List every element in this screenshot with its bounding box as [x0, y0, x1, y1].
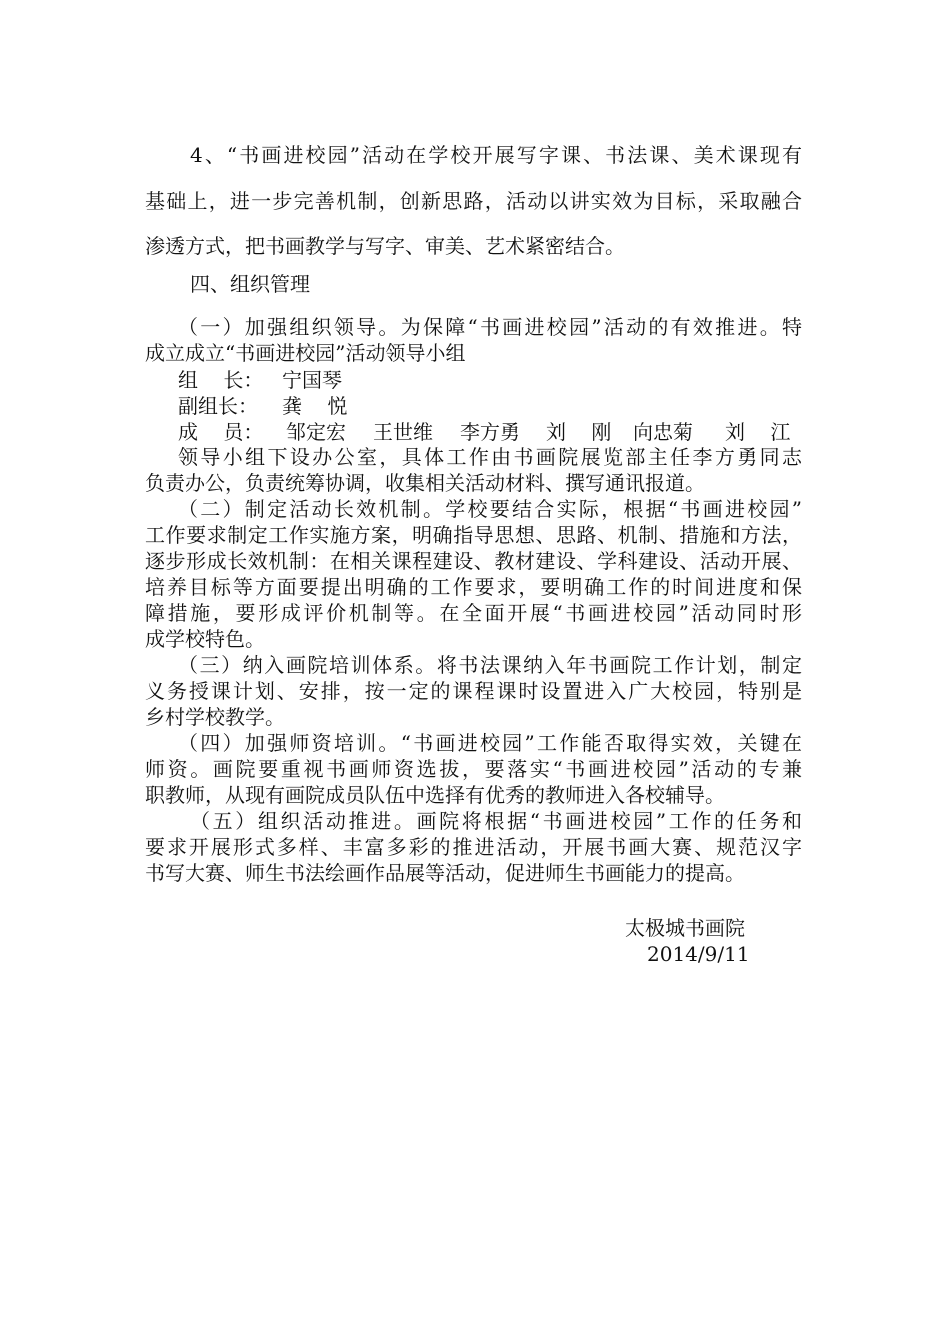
paragraph-4-line-2: 基础上，进一步完善机制，创新思路，活动以讲实效为目标，采取融合	[145, 189, 802, 213]
member-name: 李方勇	[460, 420, 520, 444]
sub1-line-2: 成立成立“书画进校园”活动领导小组	[145, 341, 466, 365]
sub4-line-1: （四）加强师资培训。“书画进校园”工作能否取得实效，关键在	[178, 731, 802, 755]
sub5-line-2: 要求开展形式多样、丰富多彩的推进活动，开展书画大赛、规范汉字	[145, 835, 802, 859]
paragraph-4-line-3: 渗透方式，把书画教学与写字、审美、艺术紧密结合。	[145, 234, 625, 258]
deputy-label: 副组长：	[178, 394, 258, 418]
member-name: 王世维	[373, 420, 433, 444]
member-name: 刘 江	[725, 420, 791, 444]
sub4-line-2: 师资。画院要重视书画师资选拔，要落实“书画进校园”活动的专兼	[145, 757, 802, 781]
sub5-line-1: （五）组织活动推进。画院将根据“书画进校园”工作的任务和	[190, 809, 802, 833]
member-name: 刘 刚	[546, 420, 612, 444]
sub3-line-2: 义务授课计划、安排，按一定的课程课时设置进入广大校园，特别是	[145, 679, 802, 703]
signature-org: 太极城书画院	[625, 916, 745, 940]
sub1-line-1: （一）加强组织领导。为保障“书画进校园”活动的有效推进。特	[178, 315, 802, 339]
paragraph-4-line-1: 4、“书画进校园”活动在学校开展写字课、书法课、美术课现有	[190, 143, 802, 167]
sub2-line-5: 障措施，要形成评价机制等。在全面开展“书画进校园”活动同时形	[145, 601, 802, 625]
office-line-2: 负责办公，负责统筹协调，收集相关活动材料、撰写通讯报道。	[145, 471, 705, 495]
member-name: 邹定宏	[286, 420, 346, 444]
members-label: 成 员：	[178, 420, 264, 444]
sub5-line-3: 书写大赛、师生书法绘画作品展等活动，促进师生书画能力的提高。	[145, 861, 745, 885]
leader-name: 宁国琴	[282, 368, 342, 392]
office-line-1: 领导小组下设办公室，具体工作由书画院展览部主任李方勇同志	[178, 445, 802, 469]
sub3-line-3: 乡村学校教学。	[145, 705, 285, 729]
sub2-line-4: 培养目标等方面要提出明确的工作要求，要明确工作的时间进度和保	[145, 575, 802, 599]
sub4-line-3: 职教师，从现有画院成员队伍中选择有优秀的教师进入各校辅导。	[145, 783, 725, 807]
sub2-line-3: 逐步形成长效机制：在相关课程建设、教材建设、学科建设、活动开展、	[145, 549, 802, 573]
sub2-line-1: （二）制定活动长效机制。学校要结合实际，根据“书画进校园”	[178, 497, 802, 521]
sub2-line-6: 成学校特色。	[145, 627, 265, 651]
section-heading: 四、组织管理	[190, 272, 310, 296]
sub2-line-2: 工作要求制定工作实施方案，明确指导思想、思路、机制、措施和方法，	[145, 523, 802, 547]
leader-label: 组 长：	[178, 368, 264, 392]
sub3-line-1: （三）纳入画院培训体系。将书法课纳入年书画院工作计划，制定	[178, 653, 802, 677]
signature-date: 2014/9/11	[647, 942, 750, 966]
deputy-name: 龚 悦	[282, 394, 348, 418]
member-name: 向忠菊	[633, 420, 693, 444]
